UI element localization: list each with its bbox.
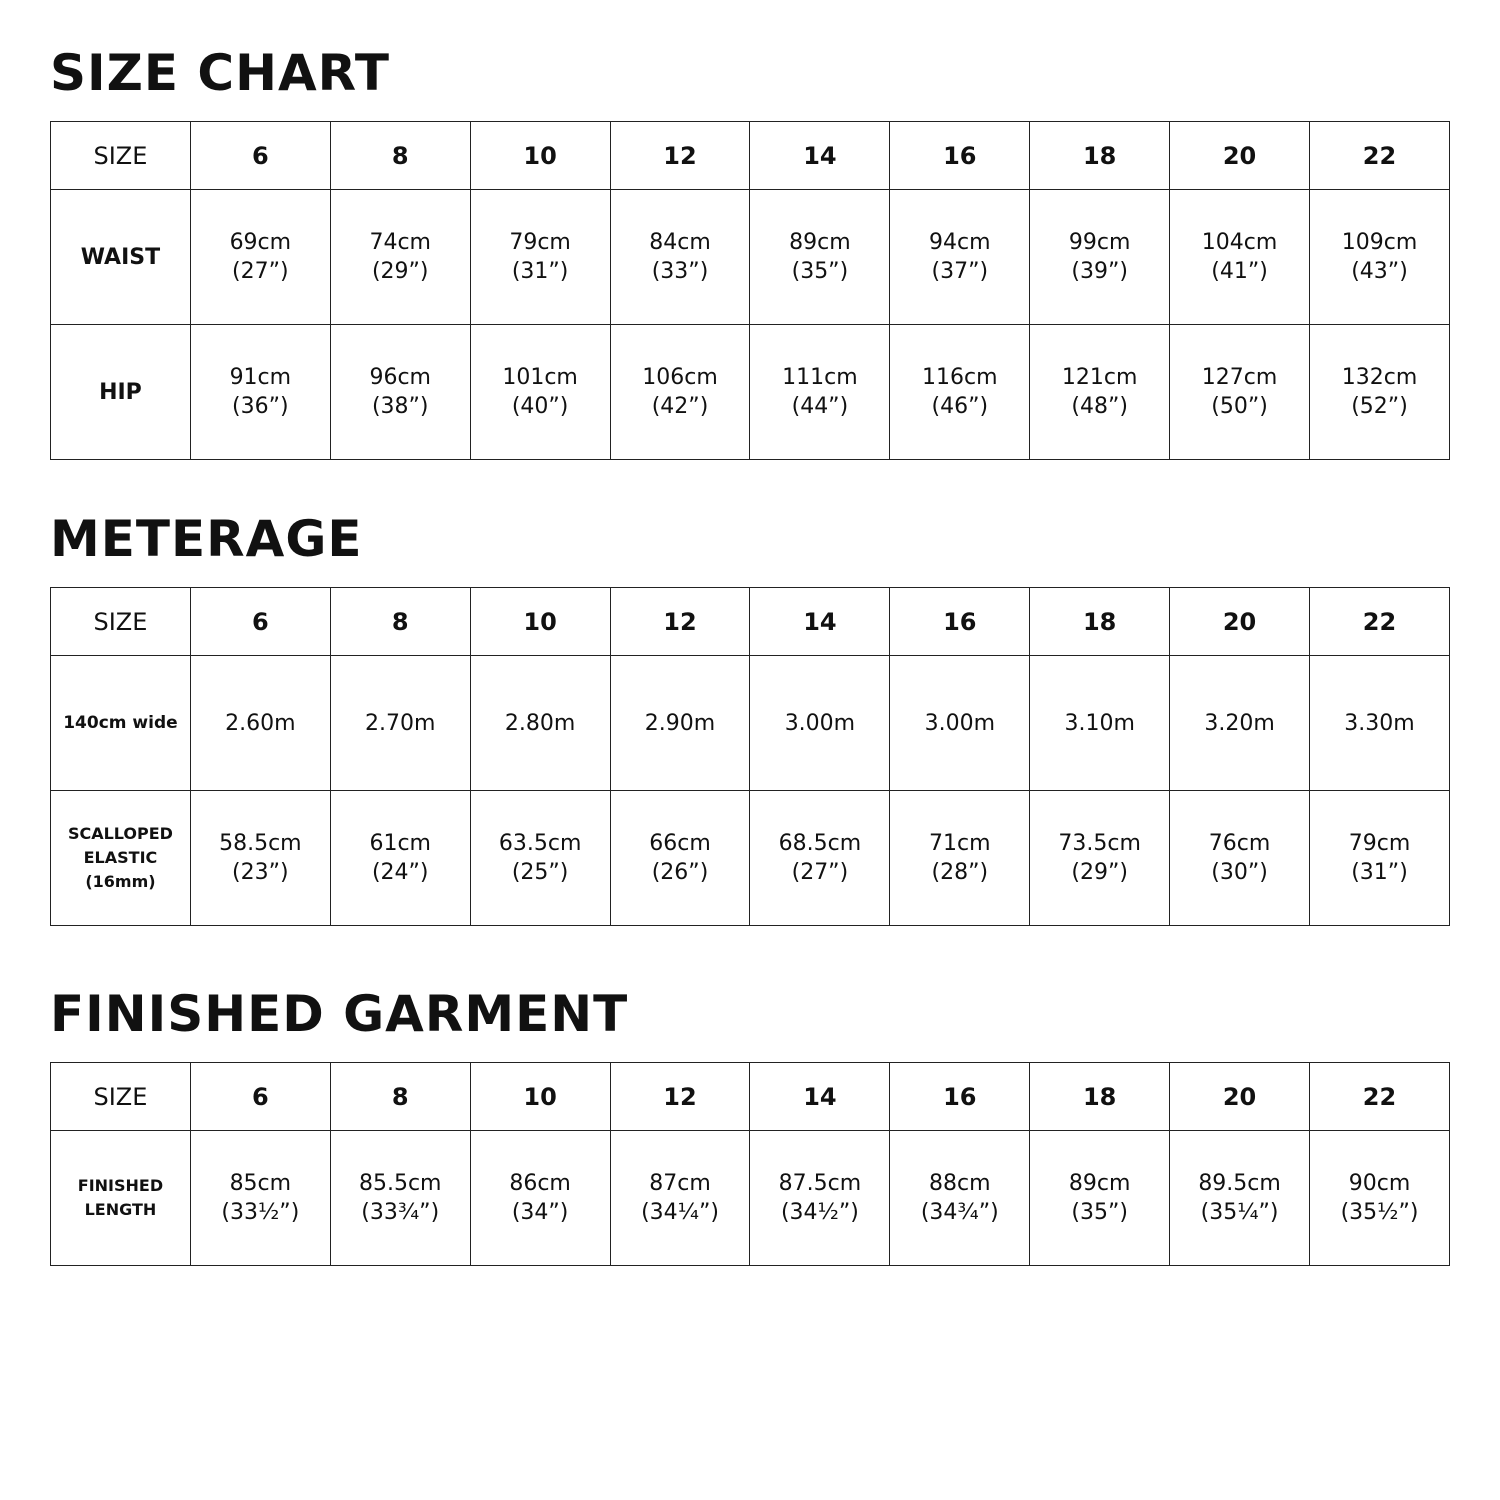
size-value: 10 xyxy=(470,1063,610,1131)
size-value: 22 xyxy=(1310,1063,1450,1131)
size-value: 12 xyxy=(610,122,750,190)
table-cell xyxy=(1170,1131,1310,1266)
cell-value-metric: 3.00m xyxy=(784,710,856,736)
cell-value-imperial: (48”) xyxy=(1071,394,1128,419)
cell-value-imperial: (39”) xyxy=(1071,259,1128,284)
cell-value-metric: 58.5cm xyxy=(219,831,302,856)
size-value: 16 xyxy=(890,588,1030,656)
table-cell xyxy=(1030,791,1170,926)
finished-garment-title: FINISHED GARMENT xyxy=(50,985,629,1043)
table-cell xyxy=(1170,656,1310,791)
table-cell xyxy=(470,190,610,325)
table-cell xyxy=(890,325,1030,460)
table-cell xyxy=(1310,325,1450,460)
row-label xyxy=(51,325,191,460)
size-value: 10 xyxy=(470,588,610,656)
cell-value-metric: 69cm xyxy=(229,230,292,255)
cell-value-metric: 3.20m xyxy=(1204,710,1275,736)
row-label-line: FINISHED xyxy=(77,1176,164,1195)
cell-value-metric: 79cm xyxy=(509,230,571,255)
table-cell xyxy=(190,1131,330,1266)
cell-value-imperial: (31”) xyxy=(1351,860,1408,885)
row-label xyxy=(51,791,191,926)
cell-value-metric: 2.90m xyxy=(644,710,716,736)
cell-value-metric: 63.5cm xyxy=(498,831,582,856)
row-label-line: 140cm wide xyxy=(63,712,178,733)
cell-value-imperial: (42”) xyxy=(651,394,709,419)
size-header-row xyxy=(51,588,1450,656)
table-cell xyxy=(750,325,890,460)
cell-value-metric: 89.5cm xyxy=(1198,1171,1281,1196)
cell-value-metric: 132cm xyxy=(1341,365,1418,390)
table-cell xyxy=(1030,1131,1170,1266)
size-value: 16 xyxy=(890,1063,1030,1131)
size-value: 8 xyxy=(330,588,470,656)
cell-value-metric: 96cm xyxy=(369,365,431,390)
cell-value-imperial: (27”) xyxy=(232,259,289,284)
table-cell xyxy=(610,190,750,325)
size-value: 16 xyxy=(890,122,1030,190)
table-row xyxy=(51,1131,1450,1266)
table-cell xyxy=(610,325,750,460)
cell-value-imperial: (40”) xyxy=(511,394,569,419)
size-value: 22 xyxy=(1310,588,1450,656)
cell-value-metric: 91cm xyxy=(229,365,292,390)
cell-value-metric: 109cm xyxy=(1341,230,1418,255)
cell-value-metric: 121cm xyxy=(1061,365,1138,390)
cell-value-metric: 94cm xyxy=(929,230,991,255)
size-label: SIZE xyxy=(51,1063,191,1131)
table-cell xyxy=(470,791,610,926)
table-cell xyxy=(890,656,1030,791)
table-cell xyxy=(1310,190,1450,325)
row-label-line: ELASTIC xyxy=(83,848,158,867)
size-value: 20 xyxy=(1170,1063,1310,1131)
cell-value-imperial: (31”) xyxy=(511,259,569,284)
size-value: 18 xyxy=(1030,122,1170,190)
cell-value-metric: 84cm xyxy=(649,230,711,255)
table-cell xyxy=(890,1131,1030,1266)
table-row xyxy=(51,791,1450,926)
table-cell xyxy=(890,791,1030,926)
table-row xyxy=(51,190,1450,325)
cell-value-metric: 86cm xyxy=(509,1171,571,1196)
cell-value-metric: 66cm xyxy=(649,831,711,856)
table-cell xyxy=(610,1131,750,1266)
cell-value-metric: 99cm xyxy=(1068,230,1131,255)
cell-value-metric: 61cm xyxy=(369,831,431,856)
cell-value-imperial: (29”) xyxy=(371,259,429,284)
row-label-line: WAIST xyxy=(80,244,161,270)
size-label: SIZE xyxy=(51,122,191,190)
table-cell xyxy=(1030,190,1170,325)
cell-value-imperial: (34¼”) xyxy=(641,1200,719,1225)
size-value: 18 xyxy=(1030,588,1170,656)
table-cell xyxy=(1170,325,1310,460)
cell-value-imperial: (25”) xyxy=(511,860,569,885)
row-label xyxy=(51,1131,191,1266)
cell-value-metric: 76cm xyxy=(1208,831,1271,856)
cell-value-imperial: (36”) xyxy=(232,394,289,419)
size-value: 6 xyxy=(190,1063,330,1131)
cell-value-imperial: (50”) xyxy=(1211,394,1268,419)
row-label-line: (16mm) xyxy=(85,872,156,891)
size-value: 20 xyxy=(1170,122,1310,190)
cell-value-imperial: (35¼”) xyxy=(1200,1200,1279,1225)
cell-value-imperial: (33”) xyxy=(651,259,709,284)
cell-value-metric: 101cm xyxy=(502,365,578,390)
cell-value-metric: 71cm xyxy=(929,831,991,856)
cell-value-imperial: (46”) xyxy=(931,394,989,419)
cell-value-metric: 73.5cm xyxy=(1058,831,1141,856)
table-cell xyxy=(750,656,890,791)
size-value: 14 xyxy=(750,1063,890,1131)
size-value: 6 xyxy=(190,588,330,656)
cell-value-metric: 89cm xyxy=(789,230,851,255)
table-cell xyxy=(750,1131,890,1266)
size-header-row xyxy=(51,1063,1450,1131)
table-cell xyxy=(190,190,330,325)
cell-value-metric: 127cm xyxy=(1201,365,1278,390)
cell-value-metric: 68.5cm xyxy=(778,831,862,856)
row-label-line: HIP xyxy=(99,379,142,405)
cell-value-imperial: (33¾”) xyxy=(361,1200,440,1225)
cell-value-imperial: (33½”) xyxy=(221,1200,300,1225)
size-header-row xyxy=(51,122,1450,190)
cell-value-metric: 87.5cm xyxy=(778,1171,862,1196)
cell-value-imperial: (52”) xyxy=(1351,394,1408,419)
cell-value-metric: 89cm xyxy=(1068,1171,1131,1196)
table-cell xyxy=(470,656,610,791)
row-label xyxy=(51,190,191,325)
table-cell xyxy=(470,325,610,460)
size-label: SIZE xyxy=(51,588,191,656)
size-value: 20 xyxy=(1170,588,1310,656)
size-chart-table xyxy=(50,121,1450,460)
size-value: 8 xyxy=(330,1063,470,1131)
cell-value-metric: 3.00m xyxy=(924,710,995,736)
cell-value-metric: 87cm xyxy=(649,1171,711,1196)
cell-value-imperial: (24”) xyxy=(371,860,429,885)
finished-garment-table xyxy=(50,1062,1450,1266)
cell-value-imperial: (34¾”) xyxy=(920,1200,999,1225)
cell-value-metric: 85.5cm xyxy=(358,1171,442,1196)
table-cell xyxy=(1030,656,1170,791)
table-cell xyxy=(330,1131,470,1266)
size-value: 12 xyxy=(610,588,750,656)
table-row xyxy=(51,656,1450,791)
cell-value-metric: 90cm xyxy=(1348,1171,1411,1196)
cell-value-imperial: (30”) xyxy=(1211,860,1268,885)
table-row xyxy=(51,325,1450,460)
cell-value-metric: 85cm xyxy=(229,1171,292,1196)
table-cell xyxy=(330,791,470,926)
table-cell xyxy=(190,791,330,926)
cell-value-imperial: (23”) xyxy=(232,860,289,885)
size-value: 12 xyxy=(610,1063,750,1131)
size-value: 22 xyxy=(1310,122,1450,190)
cell-value-imperial: (27”) xyxy=(791,860,849,885)
meterage-table xyxy=(50,587,1450,926)
cell-value-imperial: (28”) xyxy=(931,860,989,885)
cell-value-metric: 3.10m xyxy=(1064,710,1135,736)
size-value: 18 xyxy=(1030,1063,1170,1131)
table-cell xyxy=(1310,1131,1450,1266)
cell-value-imperial: (26”) xyxy=(651,860,709,885)
meterage-title: METERAGE xyxy=(50,510,363,568)
cell-value-imperial: (34½”) xyxy=(780,1200,859,1225)
table-cell xyxy=(330,190,470,325)
size-value: 8 xyxy=(330,122,470,190)
cell-value-imperial: (29”) xyxy=(1071,860,1128,885)
table-cell xyxy=(890,190,1030,325)
cell-value-imperial: (38”) xyxy=(371,394,429,419)
table-cell xyxy=(470,1131,610,1266)
cell-value-imperial: (35½”) xyxy=(1340,1200,1419,1225)
cell-value-metric: 116cm xyxy=(922,365,998,390)
cell-value-metric: 2.60m xyxy=(225,710,296,736)
size-value: 6 xyxy=(190,122,330,190)
cell-value-metric: 2.70m xyxy=(365,710,436,736)
row-label-line: SCALLOPED xyxy=(67,824,173,843)
table-cell xyxy=(1030,325,1170,460)
table-cell xyxy=(610,791,750,926)
table-cell xyxy=(330,656,470,791)
table-cell xyxy=(190,325,330,460)
cell-value-metric: 104cm xyxy=(1201,230,1278,255)
cell-value-metric: 106cm xyxy=(642,365,718,390)
table-cell xyxy=(1170,190,1310,325)
cell-value-metric: 79cm xyxy=(1348,831,1411,856)
table-cell xyxy=(190,656,330,791)
cell-value-imperial: (35”) xyxy=(1071,1200,1128,1225)
size-chart-title: SIZE CHART xyxy=(50,44,391,102)
table-cell xyxy=(1310,656,1450,791)
cell-value-imperial: (34”) xyxy=(511,1200,569,1225)
cell-value-metric: 88cm xyxy=(929,1171,991,1196)
cell-value-metric: 74cm xyxy=(369,230,431,255)
table-cell xyxy=(750,190,890,325)
cell-value-metric: 2.80m xyxy=(504,710,576,736)
table-cell xyxy=(610,656,750,791)
cell-value-imperial: (41”) xyxy=(1211,259,1268,284)
cell-value-imperial: (37”) xyxy=(931,259,989,284)
table-cell xyxy=(330,325,470,460)
size-value: 14 xyxy=(750,122,890,190)
cell-value-imperial: (35”) xyxy=(791,259,849,284)
table-cell xyxy=(750,791,890,926)
size-value: 10 xyxy=(470,122,610,190)
row-label-line: LENGTH xyxy=(84,1200,157,1219)
cell-value-imperial: (43”) xyxy=(1351,259,1408,284)
cell-value-imperial: (44”) xyxy=(791,394,849,419)
cell-value-metric: 3.30m xyxy=(1344,710,1415,736)
size-value: 14 xyxy=(750,588,890,656)
table-cell xyxy=(1170,791,1310,926)
cell-value-metric: 111cm xyxy=(782,365,858,390)
row-label xyxy=(51,656,191,791)
table-cell xyxy=(1310,791,1450,926)
